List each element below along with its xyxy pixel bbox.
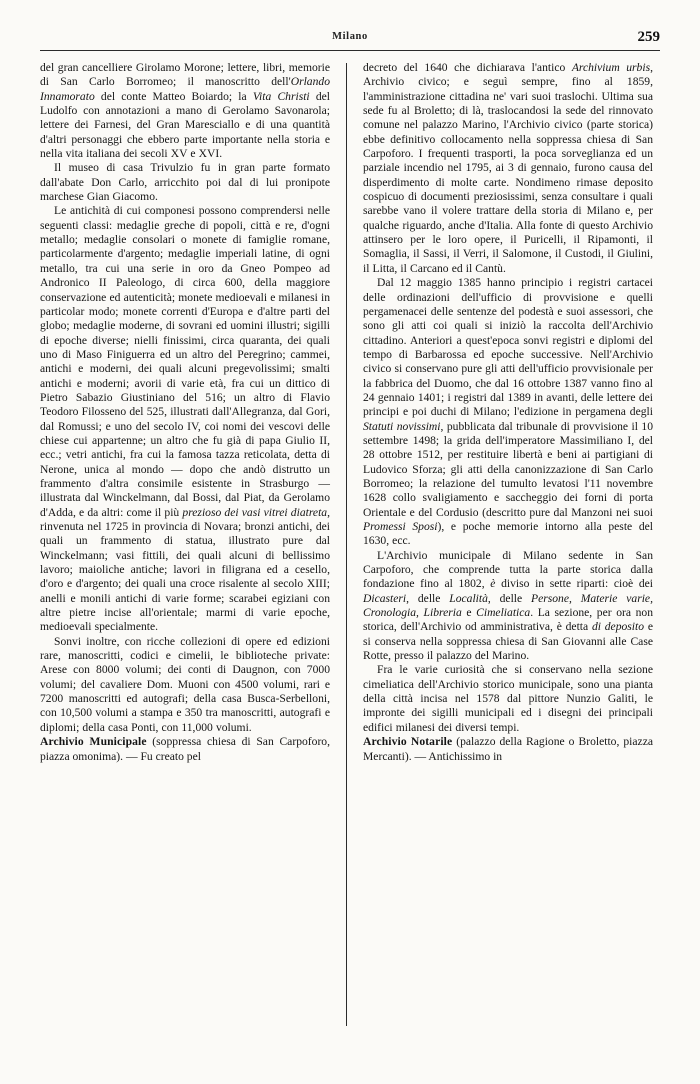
text-run: del gran cancelliere Girolamo Morone; lettere, libri, memorie di San Carlo Borromeo; il manoscritto dell' (40, 61, 330, 89)
text-run: e si conserva nella soppressa chiesa di San Giovanni alle Case Rotte, presso il palazzo del Marino. (363, 620, 654, 663)
entry-text: (palazzo della Ragione o Broletto, piazza Mercanti). — Antichissimo in (363, 735, 653, 763)
italic-text: Statuti novissimi (363, 419, 441, 433)
text-run: Il museo di casa Trivulzio fu in gran parte formato dall'abate Don Carlo, arricchito poi dal di lui pronipote marchese Gian Giacomo. (40, 161, 330, 204)
italic-text: di deposito (591, 620, 645, 634)
text-run: , Archivio civico; e seguì sempre, fino al 1859, l'amministrazione cittadina ne' vari suoi traslochi. Ultima sua sede fu al Broletto; di là, traslocandosi la sede del rinnovato comune nel palazzo Marino, l'Archivio civico (parte storica) ebbe definitivo collocamento nella soppressa chiesa di San Carpoforo. I frequenti trasporti, la poca sorveglianza ed un parziale incendio nel 1795, ai 3 di gennaio, furono causa del disperdimento di molte carte. Nondimeno rimase deposito cospicuo di documenti preziosissimi, senza consultare i quali sarebbe vano il volere trattare della storia di Milano e, per qualche riguardo, anche d'Italia. Alla fonte di questo Archivio attinsero per le loro opere, il Puricelli, il Ripamonti, il Somaglia, il Sassi, il Verri, il Salomone, il Custodi, il Giulini, il Litta, il Carcano ed il Cantù. (363, 61, 653, 275)
text-run: , delle (487, 591, 531, 605)
entry-archivio-notarile (363, 735, 653, 764)
text-run: . La sezione, per ora non storica, dell'Archivio od amministrativa, è detta (363, 606, 653, 634)
italic-text: Vita Christi (252, 89, 310, 103)
left-column-paragraphs (40, 61, 330, 735)
text-run: , pubblicata dal tribunale di provvisione il 10 settembre 1498; la grida dell'imperatore Massimiliano I, del 28 ottobre 1512, per restituire libertà e beni ai partigiani di Ludovico Sforza; gli atti della canonizzazione di San Carlo Borromeo; la relazione del tumulto levatosi l'11 novembre 1628 collo svaligiamento e saccheggio dei forni di porta Orientale e del Cordusio (descritto pure dal Manzoni nei suoi (363, 419, 653, 519)
left-column (40, 61, 346, 1026)
text-run: e (461, 606, 477, 620)
italic-text: Persone, Materie varie, Cronologia, Libreria (363, 591, 653, 620)
entry-heading: Archivio Notarile (363, 735, 453, 749)
right-column (347, 61, 653, 1026)
italic-text: Promessi Sposi (363, 520, 438, 533)
running-head (40, 26, 660, 48)
paragraph (40, 635, 330, 735)
text-run: diviso in sette riparti: cioè dei (495, 577, 653, 591)
entry-text: (soppressa chiesa di San Carpoforo, piazza omonima). — Fu creato pel (40, 735, 330, 763)
text-run: Dal 12 maggio 1385 hanno principio i registri cartacei delle ordinazioni dell'ufficio di provvisione e quelli pergamenacei delle sentenze del podestà e suoi assessori, che sono gli atti coi quali si iniziò la raccolta dell'Archivio cittadino. Anteriori a quest'epoca sonvi registri e diplomi del tempo di Barbarossa ed epoche successive. Nell'Archivio civico si conservano pure gli atti dell'ufficio provvisionale per la fabbrica del Duomo, che dal 16 ottobre 1387 vanno fino al 24 gennaio 1401; i registri dal 1389 in avanti, delle lettere dei principi e poi duchi di Milano; l'edizione in pergamena degli (363, 276, 653, 419)
text-run: del conte Matteo Boiardo; la (94, 89, 253, 103)
text-run: , delle (406, 591, 450, 605)
italic-text: Dicasteri (363, 591, 407, 605)
right-column-paragraphs (363, 61, 653, 735)
entry-heading: Archivio Municipale (40, 735, 147, 749)
running-title: Milano (332, 31, 368, 42)
two-column-body (40, 61, 660, 1026)
italic-text: prezioso dei vasi vitrei diatreta (182, 505, 328, 519)
paragraph (40, 161, 330, 204)
text-run: Le antichità di cui componesi possono comprendersi nelle seguenti classi: medaglie greche di popoli, città e re, d'ogni metallo; medaglie consolari o monete di famiglie romane, particolarmente d'argento; medaglie imperiali latine, di ogni metallo, tra cui una serie in oro da Gneo Pompeo ad Andronico II Paleologo, di circa 600, della maggiore conservazione ed autenticità; monete medioevali e milanesi in particolar modo; monete correnti d'Europa e d'altre parti del globo; medaglie moderne, di sovrani ed uomini illustri; sigilli di epoche diverse; nielli finissimi, circa quaranta, dei quali uno di Maso Finiguerra ed un altro del Peregrino; cammei, antichi e moderni, dei quali alcuni pregevolissimi; smalti antichi e moderni; avorii di varie età, fra cui un dittico di Pietro Sabazio Giustiniano del 516; un altro di Flavio Teodoro Filosseno del 525, illustrati dall'Allegranza, dal Gori, dal Romussi; e uno del secolo IV, coi nomi dei vescovi delle chiese cui appartenne; un altro che fu già di papa Giulio II, ecc.; vetri antichi, fra cui la famosa tazza reticolata, detta di Nerone, unica al mondo — dopo che andò distrutto un frammento d'altra consimile esistente in Strasburgo — illustrata dal Winckelmann, dal Bossi, dal Piat, da Gerolamo d'Adda, e da altri: come il più (40, 204, 330, 519)
entry-archivio-municipale (40, 735, 330, 764)
paragraph (363, 61, 653, 276)
text-run: decreto del 1640 che dichiarava l'antico (363, 61, 572, 74)
paragraph (363, 549, 653, 664)
page-number: 259 (637, 29, 660, 45)
italic-text: Orlando Innamorato (40, 75, 330, 103)
italic-text: Località (449, 591, 488, 605)
text-run: , rinvenuta nel 1725 in provincia di Novara; bronzi antichi, dei quali un frammento di statua, illustrato pure dal Winckelmann; vasi fittili, dei quali alcuni di bellissimo lavoro; maioliche antiche; lavori in filigrana ed a cesello, d'oro e d'argento; dei quali una croce risalente al secolo XIII; anelli e monili antichi di varie forme; scarabei egiziani con altre pietre incise all'orientale; marmi di varie epoche, medioevali specialmente. (40, 505, 330, 634)
italic-text: Archivium urbis (571, 61, 651, 74)
italic-text: è (490, 577, 496, 591)
text-run: ), e poche memorie intorno alla peste del 1630, ecc. (363, 520, 653, 548)
text-run: del Ludolfo con annotazioni a mano di Gerolamo Savonarola; lettere dei Farnesi, del Gran Maresciallo e di una quantità d'altri personaggi che ebbero parte importante nella storia e nella vita italiana dei secoli XV e XVI. (40, 89, 331, 161)
header-rule (40, 50, 660, 51)
paragraph (363, 663, 653, 735)
text-run: Sonvi inoltre, con ricche collezioni di opere ed edizioni rare, manoscritti, codici e cimelii, le biblioteche private: Arese con 8000 volumi; dei conti di Daugnon, con 7000 volumi; del cavaliere Dom. Muoni con 4500 volumi, rari e 7200 manoscritti ed autografi; della casa Busca-Serbelloni, con 10,500 volumi a stampa e 350 tra manoscritti, autografi e diplomi; della casa Ponti, con 11,000 volumi. (40, 634, 330, 734)
italic-text: Cimeliatica (476, 606, 531, 620)
paragraph (40, 204, 330, 634)
paragraph (363, 276, 653, 549)
text-run: L'Archivio municipale di Milano sedente in San Carpoforo, che comprende tutta la parte storica dalla fondazione fino al 1802, (363, 548, 653, 591)
text-run: Fra le varie curiosità che si conservano nella sezione cimeliatica dell'Archivio storico municipale, sono una pianta della città incisa nel 1578 dal pittore Nunzio Galiti, le impronte dei sigilli municipali ed i disegni dei principali edifici milanesi dei diversi tempi. (363, 663, 653, 734)
paragraph (40, 61, 330, 161)
